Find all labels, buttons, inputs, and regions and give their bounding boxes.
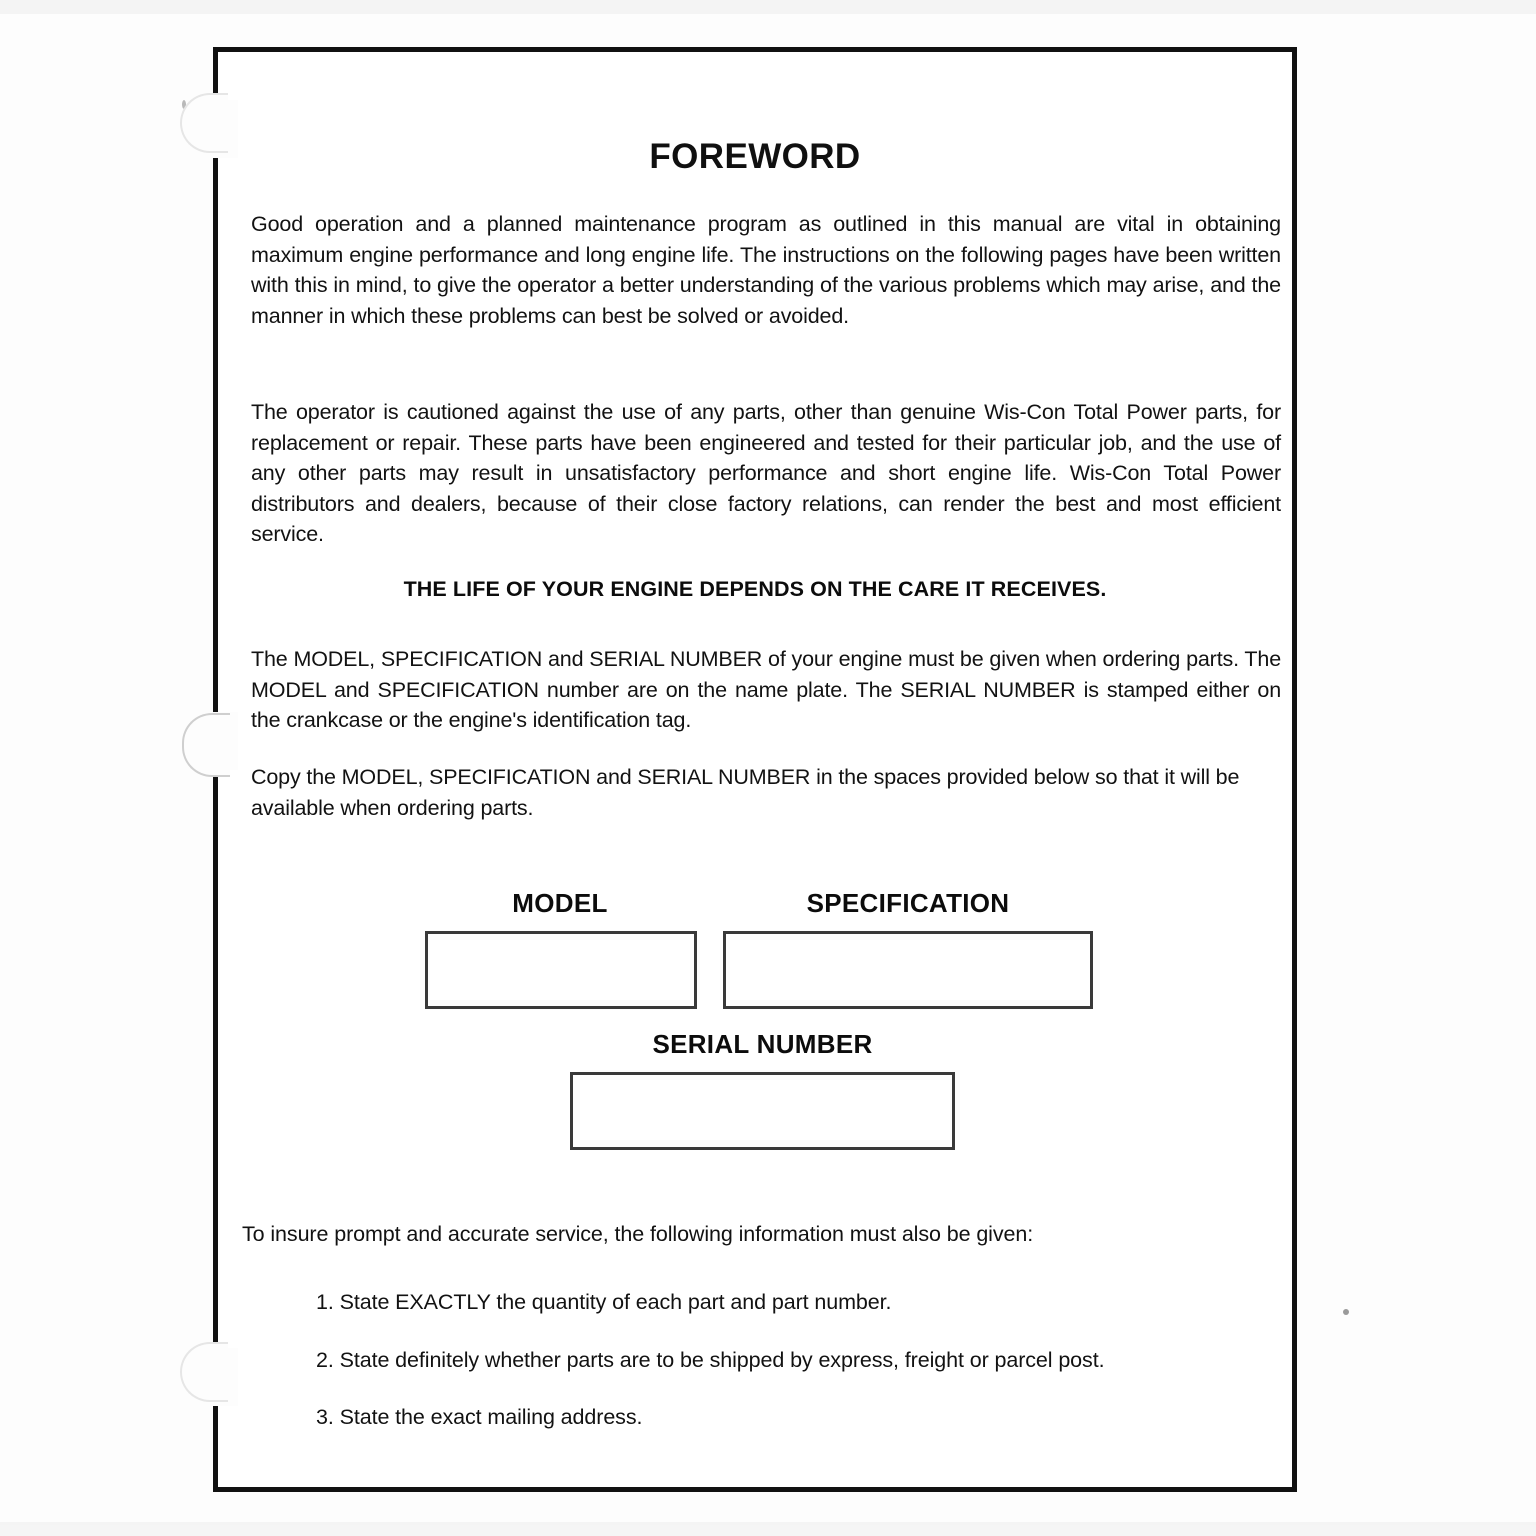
page-content [218, 52, 1292, 1487]
specification-field-box[interactable] [723, 931, 1093, 1009]
serial-number-field-label: SERIAL NUMBER [652, 1029, 873, 1059]
hole-punch-arc-bottom [180, 1342, 228, 1402]
serial-number-field-box[interactable] [570, 1072, 955, 1150]
model-field-box[interactable] [425, 931, 697, 1009]
hole-punch-arc-top [180, 93, 228, 153]
emphasis-statement: THE LIFE OF YOUR ENGINE DEPENDS ON THE CARE IT RECEIVES. [403, 577, 1107, 601]
model-field-label: MODEL [512, 888, 608, 918]
service-info-item-2: 2. State definitely whether parts are to be shipped by express, freight or parcel post. [316, 1348, 1105, 1372]
service-info-item-1: 1. State EXACTLY the quantity of each part and part number. [316, 1290, 892, 1314]
page-border-frame [213, 47, 1297, 1492]
foreword-paragraph-4: Copy the MODEL, SPECIFICATION and SERIAL NUMBER in the spaces provided below so that it will be available when ordering parts. [251, 765, 1240, 820]
scan-edge-shading-bottom [0, 1522, 1536, 1536]
page-title: FOREWORD [649, 137, 861, 176]
foreword-paragraph-2: The operator is cautioned against the use of any parts, other than genuine Wis-Con Total Power parts, for replacement or repair. These parts have been engineered and tested for their particular job, and the use of any other parts may result in unsatisfactory performance and short engine life. Wis-Con Total Power distributors and dealers, because of their close factory relations, can render the best and most efficient service. [251, 400, 1281, 546]
service-info-intro: To insure prompt and accurate service, the following information must also be given: [242, 1222, 1034, 1246]
hole-punch-arc-middle [182, 713, 230, 777]
foreword-paragraph-3: The MODEL, SPECIFICATION and SERIAL NUMBER of your engine must be given when ordering parts. The MODEL and SPECIFICATION number are on the name plate. The SERIAL NUMBER is stamped either on the crankcase or the engine's identification tag. [251, 647, 1281, 732]
specification-field-label: SPECIFICATION [806, 888, 1010, 918]
foreword-paragraph-1: Good operation and a planned maintenance program as outlined in this manual are vital in obtaining maximum engine performance and long engine life. The instructions on the following pages have been written with this in mind, to give the operator a better understanding of the various problems which may arise, and the manner in which these problems can best be solved or avoided. [251, 212, 1281, 328]
service-info-item-3: 3. State the exact mailing address. [316, 1405, 643, 1429]
scan-speck [1343, 1309, 1349, 1315]
scan-edge-shading-top [0, 0, 1536, 14]
